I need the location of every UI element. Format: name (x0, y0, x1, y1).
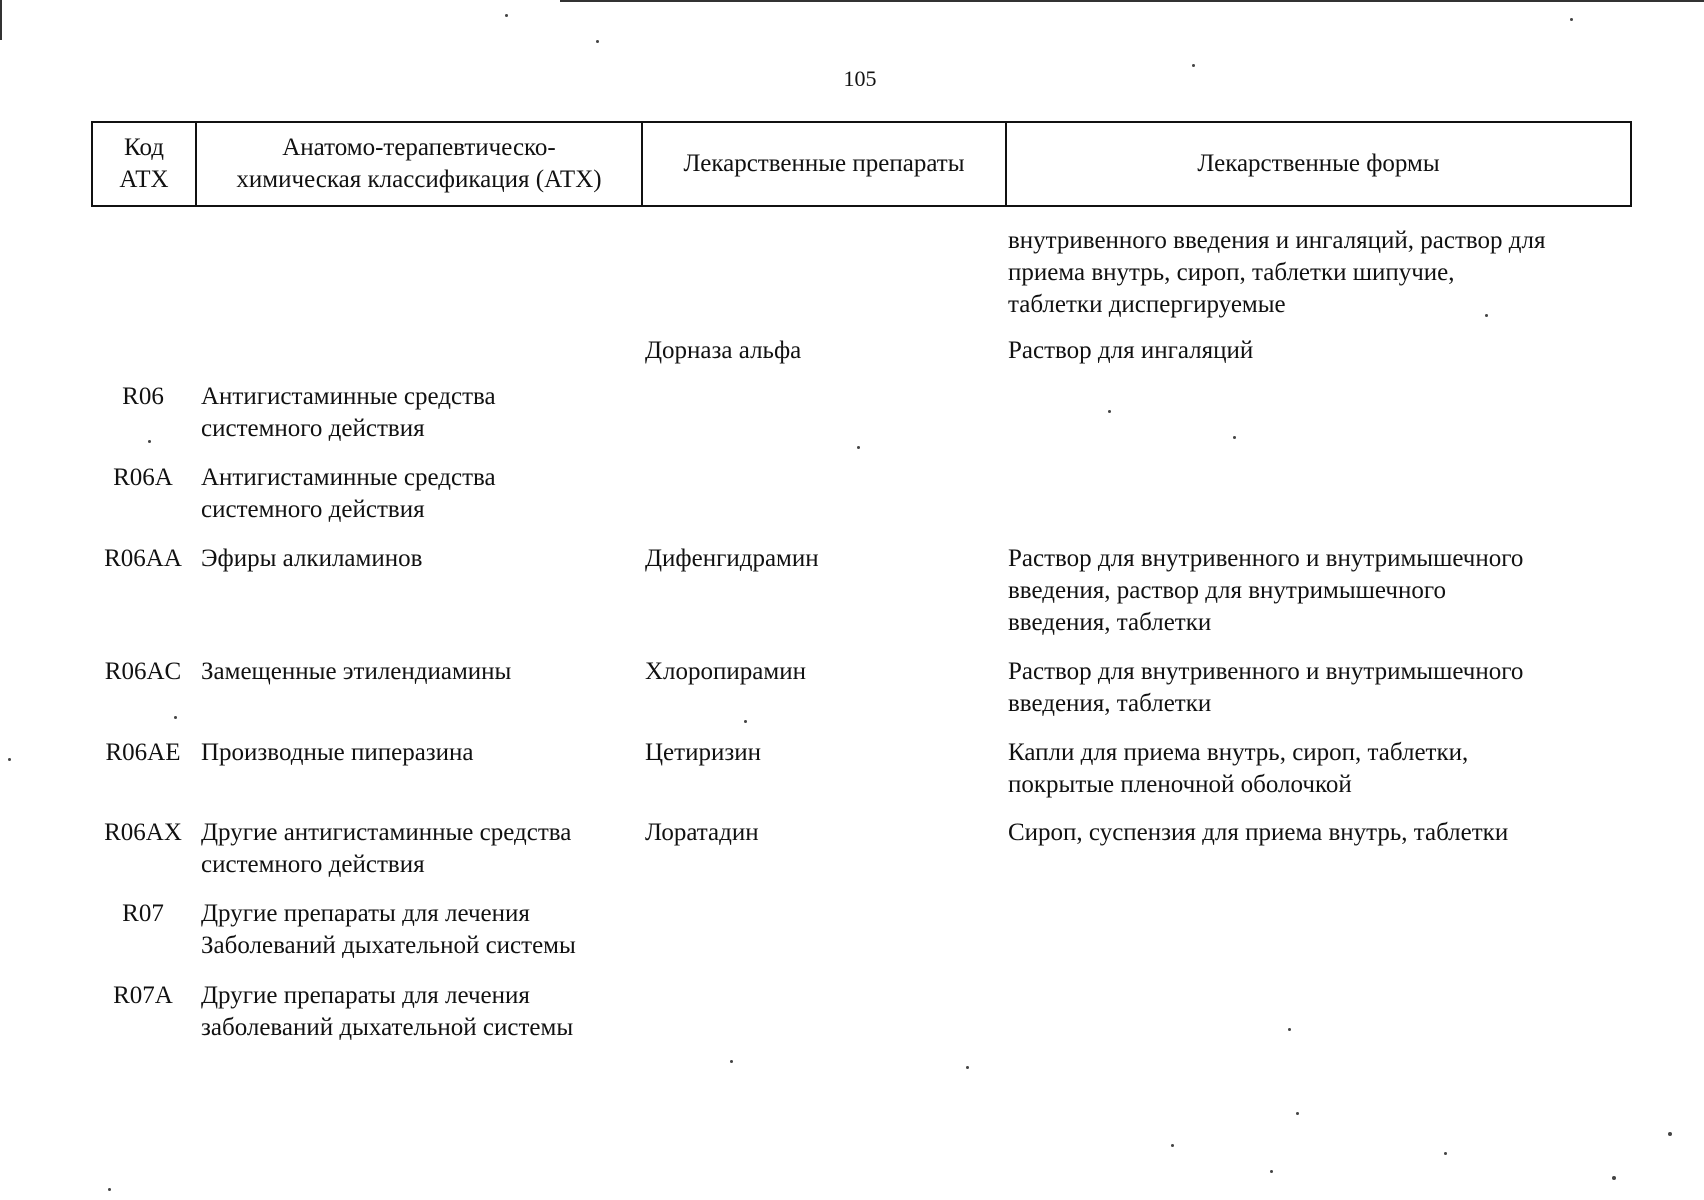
drug-name-line: Лоратадин (645, 819, 759, 846)
dosage-forms-line: Капли для приема внутрь, сироп, таблетки, (1008, 739, 1469, 766)
scan-speck (1668, 1132, 1672, 1136)
drug-name-line: Хлоропирамин (645, 658, 806, 685)
scan-speck (966, 1066, 969, 1069)
atc-classification-line: Другие препараты для лечения (201, 900, 530, 927)
drug-name-line: Цетиризин (645, 739, 761, 766)
dosage-forms-line: введения, раствор для внутримышечного (1008, 577, 1446, 604)
atc-classification (201, 462, 641, 526)
atc-code: R06AX (104, 819, 182, 846)
dosage-forms-line: покрытые пленочной оболочкой (1008, 771, 1352, 798)
scan-speck (744, 720, 747, 723)
scan-speck (730, 1060, 733, 1063)
scan-speck (596, 40, 599, 43)
dosage-forms-line: введения, таблетки (1008, 609, 1212, 636)
atc-classification-line: системного действия (201, 496, 425, 523)
scan-speck (174, 716, 177, 719)
atc-classification (201, 737, 641, 769)
atc-code: R06A (113, 464, 173, 491)
atc-classification (201, 980, 641, 1044)
atc-code: R06AE (105, 739, 181, 766)
scan-speck (1296, 1112, 1299, 1115)
header-classification-line-1: Анатомо-терапевтическо- (282, 134, 556, 161)
header-forms: Лекарственные формы (1006, 122, 1631, 206)
dosage-forms (1008, 335, 1628, 367)
scan-speck (1192, 64, 1195, 67)
drug-name (645, 817, 1000, 849)
atc-code: R06AC (104, 658, 182, 685)
atc-classification-line: Замещенные этилендиамины (201, 658, 512, 685)
atc-classification-line: Другие препараты для лечения (201, 982, 530, 1009)
scan-speck (108, 1188, 111, 1191)
scan-speck (1171, 1144, 1174, 1147)
scan-speck (857, 446, 860, 449)
atc-code: R07A (113, 982, 173, 1009)
atc-classification-line: Антигистаминные средства (201, 383, 496, 410)
scan-speck (1288, 1028, 1291, 1031)
atc-classification (201, 656, 641, 688)
scan-speck (8, 758, 11, 761)
drug-name-line: Дифенгидрамин (645, 545, 819, 572)
header-code-line-2: АТХ (119, 166, 169, 193)
drug-name (645, 737, 1000, 769)
dosage-forms-line: Раствор для внутривенного и внутримышечного (1008, 545, 1524, 572)
drug-name (645, 335, 1000, 367)
atc-classification (201, 381, 641, 445)
dosage-forms-line: Раствор для ингаляций (1008, 337, 1254, 364)
header-code-line-1: Код (124, 134, 164, 161)
atc-code: R06 (122, 383, 164, 410)
atc-classification-line: Эфиры алкиламинов (201, 545, 423, 572)
scan-speck (505, 14, 508, 17)
header-classification-line-2: химическая классификация (АТХ) (236, 166, 602, 193)
scan-speck (1570, 18, 1573, 21)
atc-classification-line: системного действия (201, 415, 425, 442)
dosage-forms-line: введения, таблетки (1008, 690, 1212, 717)
drug-name-line: Дорназа альфа (645, 337, 802, 364)
dosage-forms (1008, 817, 1628, 849)
scan-speck (1108, 410, 1111, 413)
atc-classification-line: Антигистаминные средства (201, 464, 496, 491)
scan-speck (1444, 1152, 1447, 1155)
drug-name (645, 656, 1000, 688)
atc-classification (201, 543, 641, 575)
atc-code: R07 (122, 900, 164, 927)
dosage-forms-line: внутривенного введения и ингаляций, раствор для (1008, 227, 1546, 254)
atc-classification-line: Заболеваний дыхательной системы (201, 932, 576, 959)
page-number: 105 (843, 66, 877, 91)
dosage-forms-line: Раствор для внутривенного и внутримышечного (1008, 658, 1524, 685)
scan-speck (1612, 1176, 1616, 1180)
scan-speck (148, 440, 151, 443)
dosage-forms (1008, 225, 1628, 321)
scan-speck (1485, 314, 1488, 317)
atc-classification (201, 898, 641, 962)
atc-classification (201, 817, 641, 881)
atc-classification-line: Производные пиперазина (201, 739, 474, 766)
dosage-forms-line: Сироп, суспензия для приема внутрь, таблетки (1008, 819, 1509, 846)
atc-code: R06AA (104, 545, 182, 572)
atc-classification-line: заболеваний дыхательной системы (201, 1014, 574, 1041)
atc-classification-line: системного действия (201, 851, 425, 878)
dosage-forms (1008, 543, 1628, 639)
scan-speck (1270, 1170, 1273, 1173)
dosage-forms-line: таблетки диспергируемые (1008, 291, 1286, 318)
header-drugs: Лекарственные препараты (642, 122, 1006, 206)
atc-classification-line: Другие антигистаминные средства (201, 819, 572, 846)
dosage-forms (1008, 737, 1628, 801)
scan-speck (1233, 436, 1236, 439)
drug-name (645, 543, 1000, 575)
dosage-forms-line: приема внутрь, сироп, таблетки шипучие, (1008, 259, 1455, 286)
dosage-forms (1008, 656, 1628, 720)
